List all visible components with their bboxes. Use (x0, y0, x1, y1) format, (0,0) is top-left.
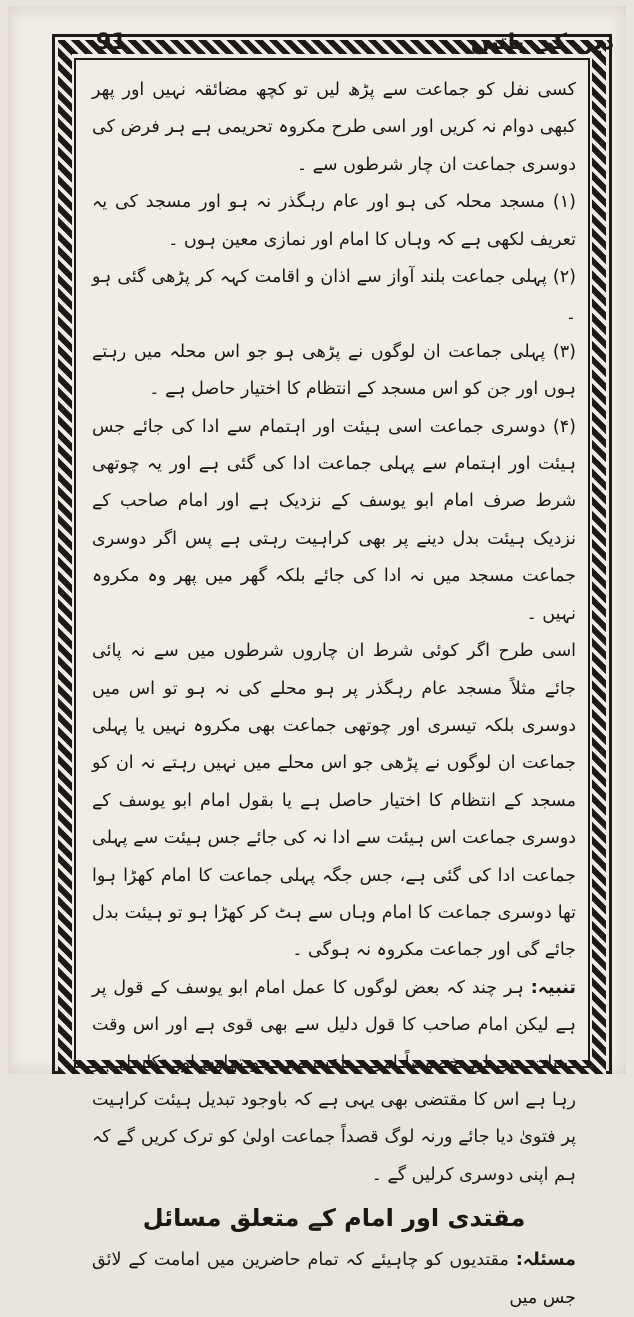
section-heading: مقتدی اور امام کے متعلق مسائل (142, 1204, 526, 1233)
condition-1: (۱) مسجد محلہ کی ہو اور عام رہگذر نہ ہو اور مسجد کی یہ تعریف لکھی ہے کہ وہاں کا امام اور نمازی معین ہوں ۔ (92, 192, 576, 250)
page-header (60, 30, 620, 70)
paragraph-exceptions: اسی طرح اگر کوئی شرط ان چاروں شرطوں میں سے نہ پائی جائے مثلاً مسجد عام رہگذر پر ہو محلے کی نہ ہو تو اس میں دوسری بلکہ تیسری اور چوتھی جماعت بھی مکروہ نہیں یا پہلی جماعت ان لوگوں نے پڑھی جو اس محلے میں نہیں رہتے نہ ان کو مسجد کے انتظام کا اختیار حاصل ہے یا بقول امام ابو یوسف کے دوسری جماعت اس ہیئت سے ادا نہ کی جائے جس ہیئت سے پہلی جماعت ادا کی گئی ہے، جس جگہ پہلی جماعت کا امام کھڑا ہوا تھا دوسری جماعت کا امام وہاں سے ہٹ کر کھڑا ہو تو ہیئت بدل جائے گی اور جماعت مکروہ نہ ہوگی ۔ (92, 641, 576, 961)
condition-3: (۳) پہلی جماعت ان لوگوں نے پڑھی ہو جو اس محلہ میں رہتے ہوں اور جن کو اس مسجد کے انتظام کا اختیار حاصل ہے ۔ (92, 341, 576, 400)
note-paragraph (92, 970, 576, 1194)
note-text: ہر چند کہ بعض لوگوں کا عمل امام ابو یوسف کے قول پر ہے لیکن امام صاحب کا قول دلیل سے بھی قوی ہے اور اس وقت دینیات میں اور خصوصاً امر جماعت میں جو تہاون اور تکاسل ہو رہا ہے اس کا مقتضی بھی یہی ہے کہ باوجود تبدیل ہیئت کراہیت پر فتویٰ دیا جائے ورنہ لوگ قصداً جماعت اولیٰ کو ترک کریں گے کہ ہم اپنی دوسری کرلیں گے ۔ (92, 977, 576, 1185)
issue-text: مقتدیوں کو چاہیئے کہ تمام حاضرین میں امامت کے لائق جس میں (92, 1250, 576, 1308)
issue-label: مسئلہ: (515, 1250, 576, 1271)
condition-2: (۲) پہلی جماعت بلند آواز سے اذان و اقامت کہہ کر پڑھی گئی ہو ۔ (92, 267, 576, 325)
issue-paragraph (92, 1242, 576, 1317)
page-number: 91 (96, 30, 127, 55)
condition-4: (۴) دوسری جماعت اسی ہیئت اور اہتمام سے ادا کی جائے جس ہیئت اور اہتمام سے پہلی جماعت ادا کی گئی ہے اور یہ چوتھی شرط صرف امام ابو یوسف کے نزدیک ہے اور امام صاحب کے نزدیک ہیئت بدل دینے پر بھی کراہیت رہتی ہے پس اگر دوسری جماعت مسجد میں نہ ادا کی جائے بلکہ گھر میں پھر وہ مکروہ نہیں ۔ (92, 416, 576, 624)
page-text (92, 72, 576, 1308)
paragraph-intro: کسی نفل کو جماعت سے پڑھ لیں تو کچھ مضائقہ نہیں اور پھر کبھی دوام نہ کریں اور اسی طرح مکروہ تحریمی ہے ہر فرض کی دوسری جماعت ان چار شرطوں سے ۔ (92, 80, 576, 175)
running-title: دین کی باتیں (470, 30, 614, 55)
note-label: تنبیہ: (530, 977, 576, 998)
